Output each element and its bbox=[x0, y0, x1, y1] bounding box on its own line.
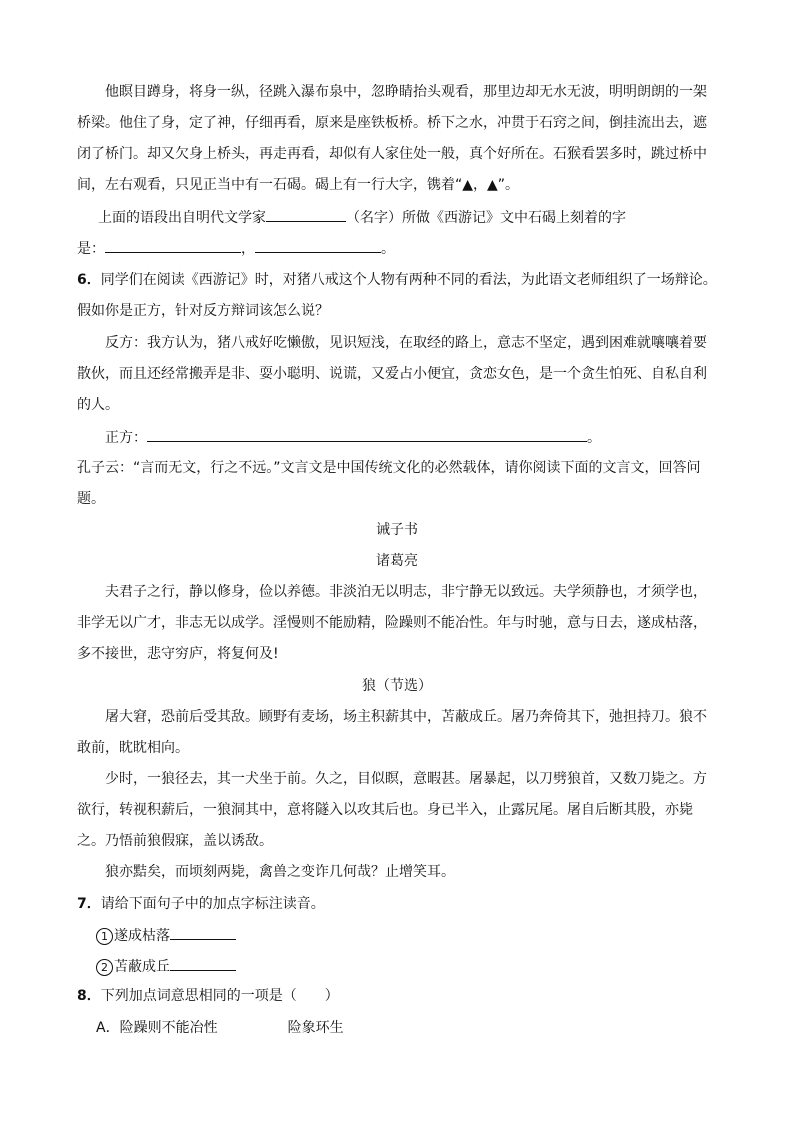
q7-item-1 bbox=[96, 925, 766, 945]
question-text: 同学们在阅读《西游记》时，对猪八戒这个人物有两种不同的看法，为此语文老师组织了一场辩论。 bbox=[100, 272, 717, 288]
q7-item-text: 苫蔽成丘 bbox=[114, 959, 170, 975]
q5-comma: ， bbox=[241, 241, 255, 257]
essay-author: 诸葛亮 bbox=[376, 553, 418, 569]
option-a-compare: 险象环生 bbox=[287, 1020, 344, 1036]
fanfang-line: 的人。 bbox=[77, 397, 119, 413]
pinyin-blank-2[interactable] bbox=[170, 956, 236, 971]
story-line: 之。乃悟前狼假寐，盖以诱敌。 bbox=[77, 833, 273, 849]
inscription-blank-2[interactable] bbox=[255, 238, 381, 253]
question-7-line bbox=[77, 894, 747, 914]
passage-line: 桥梁。他住了身，定了神，仔细再看，原来是座铁板桥。桥下之水，冲贯于石窍之间，倒挂流出去，遮 bbox=[77, 115, 707, 131]
essay-line: 非学无以广才，非志无以成学。淫慢则不能励精，险躁则不能冶性。年与时驰，意与日去，遂成枯落， bbox=[77, 615, 707, 631]
q8-option-a bbox=[96, 1018, 766, 1038]
passage-line: 闭了桥门。却又欠身上桥头，再走再看，却似有人家住处一般，真个好所在。石猴看罢多时，跳过桥中 bbox=[77, 146, 707, 162]
option-a-text: A．险躁则不能冶性 bbox=[96, 1020, 218, 1036]
q5-period: 。 bbox=[381, 241, 395, 257]
circled-number-1: 1 bbox=[96, 928, 113, 945]
intro-line: 题。 bbox=[77, 491, 105, 507]
question-number: 6． bbox=[77, 272, 101, 288]
fanfang-line: 反方：我方认为，猪八戒好吃懒傲，见识短浅，在取经的路上，意志不坚定，遇到困难就嚷嚷着要 bbox=[105, 335, 707, 351]
q5-text: （名字）所做《西游记》文中石碣上刻着的字 bbox=[346, 210, 626, 226]
question-number: 7． bbox=[77, 896, 101, 912]
zhengfang-answer-blank[interactable] bbox=[147, 427, 587, 442]
q7-item-2 bbox=[96, 956, 766, 976]
essay-line: 夫君子之行，静以修身，俭以养德。非淡泊无以明志，非宁静无以致远。夫学须静也，才须学也， bbox=[105, 584, 707, 600]
pinyin-blank-1[interactable] bbox=[170, 925, 236, 940]
zhengfang-label: 正方： bbox=[105, 430, 147, 446]
story-line: 欲行，转视积薪后，一狼洞其中，意将隧入以攻其后也。身已半入，止露尻尾。屠自后断其股，亦毙 bbox=[77, 802, 693, 818]
intro-line: 孔子云：“言而无文，行之不远。”文言文是中国传统文化的必然载体，请你阅读下面的文言文，回答问 bbox=[77, 460, 701, 476]
question-5-line2 bbox=[77, 238, 747, 258]
essay-line: 多不接世，悲守穷庐，将复何及! bbox=[77, 646, 279, 662]
fanfang-line: 散伙，而且还经常搬弄是非、耍小聪明、说谎，又爱占小便宜，贪恋女色，是一个贪生怕死、自私自利 bbox=[77, 366, 707, 382]
story-line: 屠大窘，恐前后受其敌。顾野有麦场，场主积薪其中，苫蔽成丘。屠乃奔倚其下，弛担持刀。狼不 bbox=[105, 709, 707, 725]
question-6-line2: 假如你是正方，针对反方辩词该怎么说？ bbox=[77, 303, 329, 319]
zhengfang-period: 。 bbox=[587, 430, 601, 446]
question-6-line1 bbox=[77, 270, 747, 290]
author-answer-blank[interactable] bbox=[266, 207, 346, 222]
story-title: 狼（节选） bbox=[362, 678, 432, 694]
story-line: 少时，一狼径去，其一犬坐于前。久之，目似瞑，意暇甚。屠暴起，以刀劈狼首，又数刀毙之。方 bbox=[105, 771, 707, 787]
inscription-blank-1[interactable] bbox=[105, 238, 241, 253]
passage-line: 他瞑目蹲身，将身一纵，径跳入瀑布泉中，忽睁睛抬头观看，那里边却无水无波，明明朗朗的一架 bbox=[105, 84, 707, 100]
zhengfang-line bbox=[105, 427, 747, 447]
question-number: 8． bbox=[77, 988, 101, 1004]
story-line: 敢前，眈眈相向。 bbox=[77, 740, 189, 756]
passage-line: 间，左右观看，只见正当中有一石碣。碣上有一行大字，镌着“▲，▲”。 bbox=[77, 177, 520, 193]
q7-item-text: 遂成枯落 bbox=[114, 928, 170, 944]
story-line: 狼亦黠矣，而顷刻两毙，禽兽之变诈几何哉？止增笑耳。 bbox=[105, 864, 455, 880]
question-text: 请给下面句子中的加点字标注读音。 bbox=[100, 896, 325, 912]
essay-title: 诫子书 bbox=[376, 522, 418, 538]
question-text: 下列加点词意思相同的一项是（ ） bbox=[100, 988, 339, 1004]
question-8-line bbox=[77, 986, 747, 1006]
circled-number-2: 2 bbox=[96, 959, 113, 976]
question-5-line1 bbox=[98, 207, 768, 227]
q5-text: 是： bbox=[77, 241, 105, 257]
q5-text: 上面的语段出自明代文学家 bbox=[98, 210, 266, 226]
